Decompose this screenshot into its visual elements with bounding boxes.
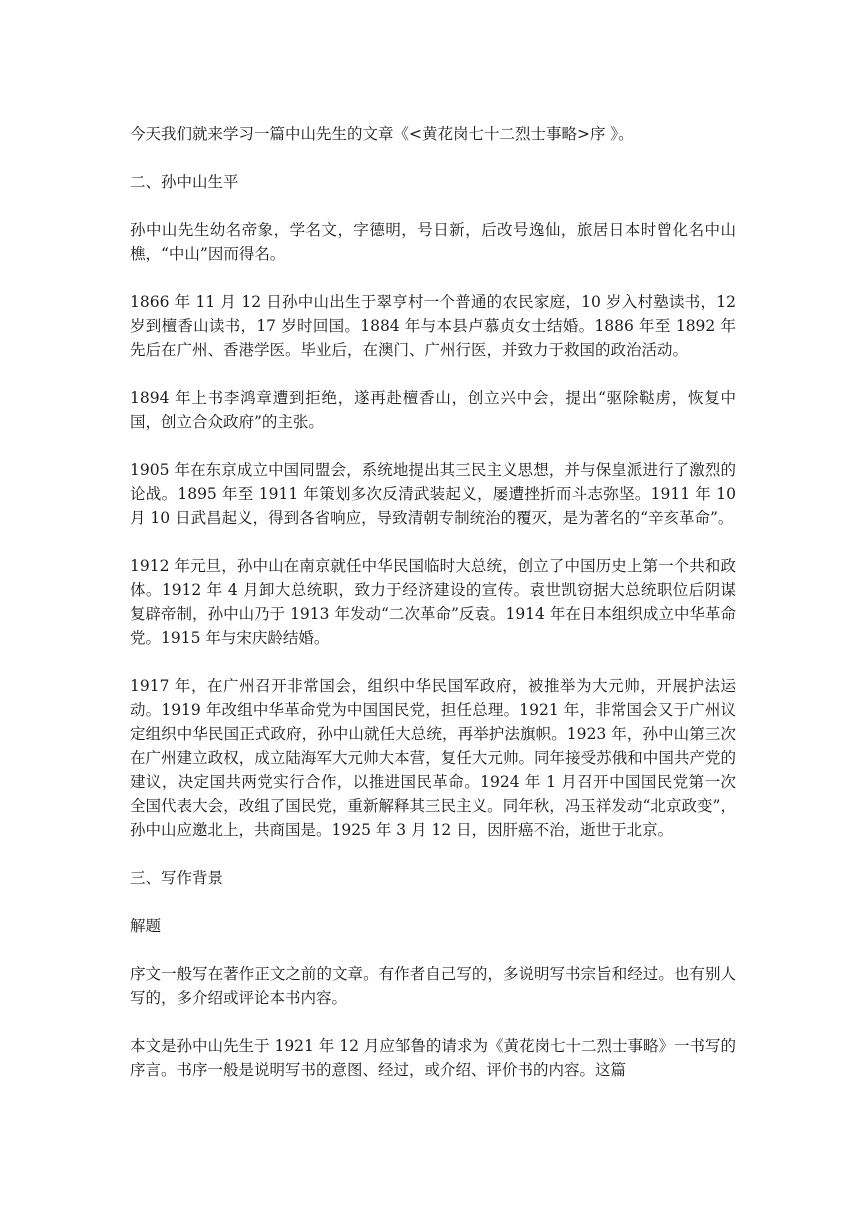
biography-paragraph-1905: 1905 年在东京成立中国同盟会，系统地提出其三民主义思想，并与保皇派进行了激烈的论战。1895 年至 1911 年策划多次反清武装起义，屡遭挫折而斗志弥坚。1911 年 10 月 10 日武昌起义，得到各省响应，导致清朝专制统治的覆灭，是为著名的“辛亥革命”。 <box>130 461 736 527</box>
subheading-title-explanation: 解题 <box>130 917 162 935</box>
section-heading-biography: 二、孙中山生平 <box>130 173 239 191</box>
preface-definition-paragraph: 序文一般写在著作正文之前的文章。有作者自己写的，多说明写书宗旨和经过。也有别人写的，多介绍或评论本书内容。 <box>130 965 736 1007</box>
biography-paragraph-1894: 1894 年上书李鸿章遭到拒绝，遂再赴檀香山，创立兴中会，提出“驱除鞑虏，恢复中国，创立合众政府”的主张。 <box>130 389 736 431</box>
biography-paragraph-names: 孙中山先生幼名帝象，学名文，字德明，号日新，后改号逸仙，旅居日本时曾化名中山樵，“中山”因而得名。 <box>130 221 736 263</box>
preface-context-paragraph: 本文是孙中山先生于 1921 年 12 月应邹鲁的请求为《黄花岗七十二烈士事略》一书写的序言。书序一般是说明写书的意图、经过，或介绍、评价书的内容。这篇 <box>130 1037 736 1079</box>
biography-paragraph-early-life: 1866 年 11 月 12 日孙中山出生于翠亨村一个普通的农民家庭，10 岁入村塾读书，12 岁到檀香山读书，17 岁时回国。1884 年与本县卢慕贞女士结婚。1886 年至 1892 年先后在广州、香港学医。毕业后，在澳门、广州行医，并致力于救国的政治活动。 <box>130 293 736 359</box>
intro-paragraph: 今天我们就来学习一篇中山先生的文章《<黄花岗七十二烈士事略>序 》。 <box>130 125 634 143</box>
biography-paragraph-1917: 1917 年，在广州召开非常国会，组织中华民国军政府，被推举为大元帅，开展护法运动。1919 年改组中华革命党为中国国民党，担任总理。1921 年，非常国会又于广州议定组织中华民国正式政府，孙中山就任大总统，再举护法旗帜。1923 年，孙中山第三次在广州建立政权，成立陆海军大元帅大本营，复任大元帅。同年接受苏俄和中国共产党的建议，决定国共两党实行合作，以推进国民革命。1924 年 1 月召开中国国民党第一次全国代表大会，改组了国民党，重新解释其三民主义。同年秋，冯玉祥发动“北京政变”，孙中山应邀北上，共商国是。1925 年 3 月 12 日，因肝癌不治，逝世于北京。 <box>130 677 736 839</box>
section-heading-background: 三、写作背景 <box>130 869 224 887</box>
document-body <box>130 122 736 1106</box>
biography-paragraph-1912: 1912 年元旦，孙中山在南京就任中华民国临时大总统，创立了中国历史上第一个共和政体。1912 年 4 月卸大总统职，致力于经济建设的宣传。袁世凯窃据大总统职位后阴谋复辟帝制，孙中山乃于 1913 年发动“二次革命”反袁。1914 年在日本组织成立中华革命党。1915 年与宋庆龄结婚。 <box>130 557 736 647</box>
